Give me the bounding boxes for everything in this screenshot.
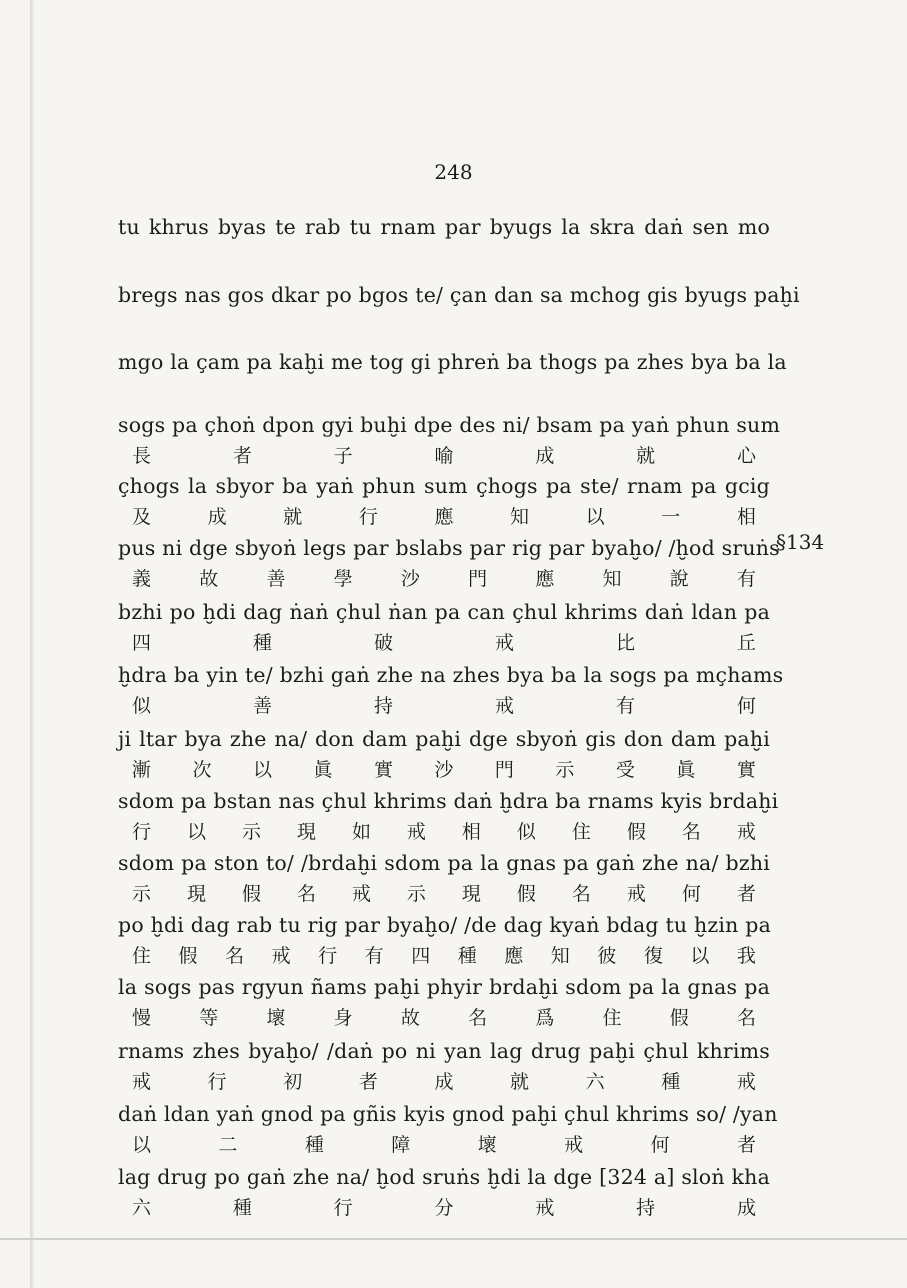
chinese-character: 現 [186,883,206,905]
chinese-gloss-line [132,1193,756,1220]
section-marker: §134 [776,530,825,554]
chinese-character: 心 [736,445,756,467]
chinese-character: 住 [571,821,591,843]
chinese-character: 行 [318,945,338,967]
chinese-gloss-line [132,1003,756,1030]
transliteration-line: mgo la çam pa kaḫi me tog gi phreṅ ba thogs pa zhes bya ba la [118,350,787,374]
chinese-character: 名 [681,821,701,843]
transliteration-line: bregs nas gos dkar po bgos te/ çan dan sa mchog gis byugs paḫi [118,283,800,307]
chinese-character: 沙 [434,759,454,781]
chinese-character: 六 [132,1197,152,1219]
chinese-character: 假 [241,883,261,905]
chinese-character: 身 [333,1007,353,1029]
chinese-character: 比 [615,632,635,654]
chinese-character: 假 [626,821,646,843]
chinese-character: 知 [550,945,570,967]
chinese-character: 戒 [494,632,514,654]
chinese-character: 喻 [434,445,454,467]
chinese-character: 者 [736,883,756,905]
chinese-character: 示 [555,759,575,781]
scan-edge [30,0,34,1288]
chinese-character: 戒 [132,1071,152,1093]
chinese-gloss-line [132,502,756,529]
chinese-gloss-line [132,879,756,906]
chinese-character: 戒 [351,883,371,905]
chinese-gloss-line [132,691,756,718]
chinese-character: 六 [585,1071,605,1093]
chinese-character: 者 [736,1134,756,1156]
chinese-character: 種 [232,1197,252,1219]
transliteration-line: çhogs la sbyor ba yaṅ phun sum çhogs pa ste/ rnam pa gcig [118,474,770,498]
chinese-character: 假 [516,883,536,905]
chinese-character: 以 [585,506,605,528]
chinese-character: 名 [571,883,591,905]
chinese-character: 何 [736,695,756,717]
chinese-character: 就 [636,445,656,467]
chinese-character: 障 [391,1134,411,1156]
chinese-character: 有 [736,568,756,590]
chinese-character: 一 [661,506,681,528]
chinese-character: 初 [283,1071,303,1093]
transliteration-line: ji ltar bya zhe na/ don dam paḫi dge sbyoṅ gis don dam paḫi [118,727,770,751]
transliteration-line: bzhi po ḫdi dag ṅaṅ çhul ṅan pa can çhul khrims daṅ ldan pa [118,600,770,624]
chinese-character: 說 [669,568,689,590]
chinese-character: 名 [736,1007,756,1029]
chinese-character: 現 [296,821,316,843]
chinese-character: 門 [468,568,488,590]
chinese-character: 四 [411,945,431,967]
chinese-character: 如 [351,821,371,843]
chinese-character: 戒 [535,1197,555,1219]
chinese-character: 成 [434,1071,454,1093]
chinese-character: 示 [406,883,426,905]
chinese-character: 戒 [271,945,291,967]
chinese-character: 持 [373,695,393,717]
chinese-character: 子 [333,445,353,467]
chinese-character: 分 [434,1197,454,1219]
chinese-character: 種 [252,632,272,654]
chinese-character: 善 [266,568,286,590]
chinese-character: 住 [602,1007,622,1029]
chinese-character: 住 [132,945,152,967]
chinese-gloss-line [132,941,756,968]
page-number: 248 [434,160,473,184]
chinese-gloss-line [132,1067,756,1094]
transliteration-line: ḫdra ba yin te/ bzhi gaṅ zhe na zhes bya ba la sogs pa mçhams [118,663,784,687]
chinese-character: 有 [615,695,635,717]
chinese-character: 應 [535,568,555,590]
chinese-character: 知 [602,568,622,590]
chinese-character: 有 [364,945,384,967]
chinese-character: 何 [650,1134,670,1156]
chinese-character: 戒 [494,695,514,717]
chinese-character: 相 [736,506,756,528]
chinese-character: 實 [373,759,393,781]
chinese-character: 學 [333,568,353,590]
chinese-character: 我 [736,945,756,967]
chinese-character: 以 [186,821,206,843]
chinese-character: 就 [283,506,303,528]
chinese-character: 壞 [477,1134,497,1156]
chinese-character: 名 [468,1007,488,1029]
chinese-character: 等 [199,1007,219,1029]
chinese-character: 成 [207,506,227,528]
chinese-character: 種 [661,1071,681,1093]
chinese-character: 相 [461,821,481,843]
chinese-character: 實 [736,759,756,781]
chinese-character: 彼 [597,945,617,967]
chinese-character: 復 [643,945,663,967]
chinese-character: 似 [516,821,536,843]
chinese-character: 門 [494,759,514,781]
chinese-character: 者 [232,445,252,467]
transliteration-line: daṅ ldan yaṅ gnod pa gñis kyis gnod paḫi çhul khrims so/ /yan [118,1102,778,1126]
chinese-character: 長 [132,445,152,467]
transliteration-line: sdom pa ston to/ /brdaḫi sdom pa la gnas pa gaṅ zhe na/ bzhi [118,851,770,875]
chinese-character: 沙 [400,568,420,590]
chinese-character: 示 [241,821,261,843]
chinese-character: 行 [207,1071,227,1093]
chinese-character: 應 [504,945,524,967]
chinese-character: 二 [218,1134,238,1156]
chinese-character: 示 [132,883,152,905]
transliteration-line: po ḫdi dag rab tu rig par byaḫo/ /de dag kyaṅ bdag tu ḫzin pa [118,913,772,937]
scan-edge [0,1238,907,1240]
chinese-character: 爲 [535,1007,555,1029]
chinese-character: 名 [296,883,316,905]
chinese-character: 破 [373,632,393,654]
chinese-character: 行 [358,506,378,528]
transliteration-line: lag drug po gaṅ zhe na/ ḫod sruṅs ḫdi la dge [324 a] sloṅ kha [118,1165,770,1189]
chinese-character: 持 [636,1197,656,1219]
chinese-character: 種 [457,945,477,967]
chinese-character: 以 [690,945,710,967]
chinese-character: 四 [132,632,152,654]
chinese-character: 戒 [736,821,756,843]
chinese-character: 何 [681,883,701,905]
chinese-character: 受 [615,759,635,781]
chinese-character: 似 [132,695,152,717]
transliteration-line: pus ni dge sbyoṅ legs par bslabs par rig par byaḫo/ /ḫod sruṅs [118,536,780,560]
chinese-character: 就 [510,1071,530,1093]
chinese-character: 及 [132,506,152,528]
transliteration-line: sdom pa bstan nas çhul khrims daṅ ḫdra ba rnams kyis brdaḫi [118,789,779,813]
chinese-character: 眞 [313,759,333,781]
chinese-character: 知 [510,506,530,528]
chinese-gloss-line [132,1130,756,1157]
transliteration-line: la sogs pas rgyun ñams paḫi phyir brdaḫi sdom pa la gnas pa [118,975,770,999]
chinese-character: 故 [199,568,219,590]
chinese-character: 戒 [564,1134,584,1156]
chinese-gloss-line [132,628,756,655]
chinese-gloss-line [132,755,756,782]
chinese-character: 漸 [132,759,152,781]
chinese-character: 行 [333,1197,353,1219]
chinese-character: 善 [252,695,272,717]
chinese-character: 次 [192,759,212,781]
chinese-character: 者 [358,1071,378,1093]
chinese-gloss-line [132,441,756,468]
chinese-character: 故 [400,1007,420,1029]
chinese-gloss-line [132,564,756,591]
chinese-character: 行 [132,821,152,843]
chinese-character: 戒 [736,1071,756,1093]
transliteration-line: rnams zhes byaḫo/ /daṅ po ni yan lag drug paḫi çhul khrims [118,1039,770,1063]
chinese-gloss-line [132,817,756,844]
chinese-character: 以 [252,759,272,781]
chinese-character: 現 [461,883,481,905]
chinese-character: 成 [736,1197,756,1219]
chinese-character: 成 [535,445,555,467]
transliteration-line: tu khrus byas te rab tu rnam par byugs la skra daṅ sen mo [118,215,770,239]
chinese-character: 戒 [626,883,646,905]
chinese-character: 名 [225,945,245,967]
transliteration-line: sogs pa çhoṅ dpon gyi buḫi dpe des ni/ bsam pa yaṅ phun sum [118,413,781,437]
chinese-character: 種 [304,1134,324,1156]
chinese-character: 眞 [676,759,696,781]
chinese-character: 慢 [132,1007,152,1029]
chinese-character: 應 [434,506,454,528]
chinese-character: 丘 [736,632,756,654]
chinese-character: 以 [132,1134,152,1156]
chinese-character: 戒 [406,821,426,843]
chinese-character: 義 [132,568,152,590]
chinese-character: 假 [178,945,198,967]
chinese-character: 壞 [266,1007,286,1029]
chinese-character: 假 [669,1007,689,1029]
